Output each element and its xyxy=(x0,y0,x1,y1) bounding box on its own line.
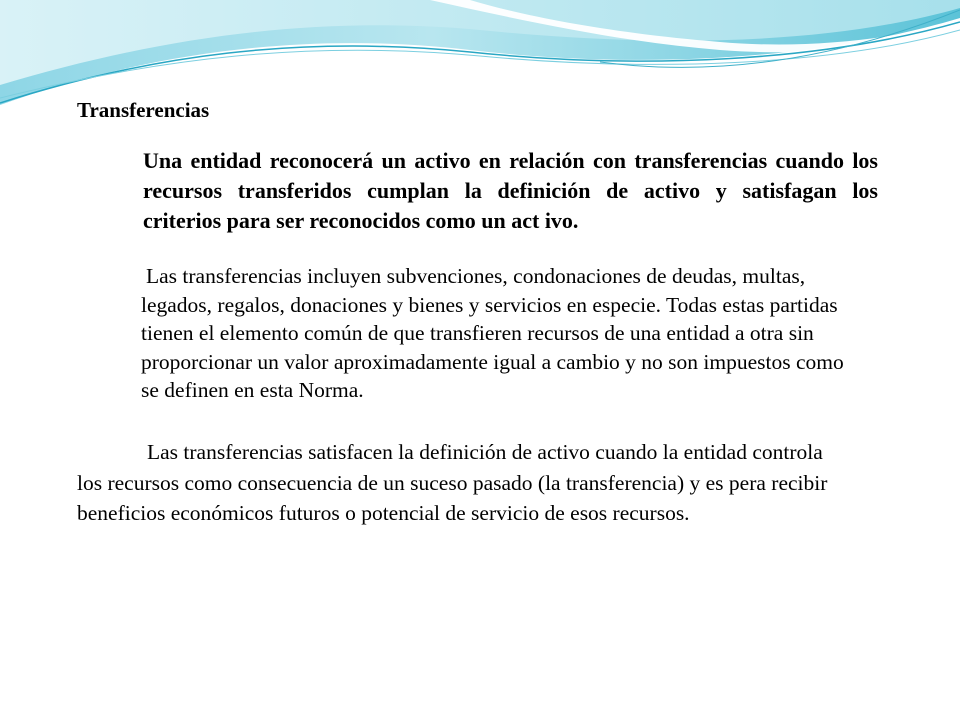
text-line: se definen en esta Norma. xyxy=(141,378,364,402)
paragraph-recognition xyxy=(143,146,878,236)
paragraph-transfer-types xyxy=(141,262,879,405)
text-line: criterios para ser reconocidos como un act ivo. xyxy=(143,208,579,233)
text-line: proporcionar un valor aproximadamente igual a cambio y no son impuestos como xyxy=(141,349,844,374)
text-line: Las transferencias satisfacen la definición de activo cuando la entidad controla xyxy=(147,440,823,464)
text-line: beneficios económicos futuros o potencial de servicio de esos recursos. xyxy=(77,501,690,525)
text-line: recursos transferidos cumplan la definición de activo y satisfagan los xyxy=(143,178,878,203)
text-line: tienen el elemento común de que transfieren recursos de una entidad a otra sin xyxy=(141,321,814,345)
slide-title: Transferencias xyxy=(77,98,210,122)
text-line: los recursos como consecuencia de un suceso pasado (la transferencia) y es pera recibir xyxy=(77,470,828,495)
text-line: legados, regalos, donaciones y bienes y servicios en especie. Todas estas partidas xyxy=(141,292,838,317)
paragraph-asset-definition xyxy=(77,437,887,529)
text-line: Las transferencias incluyen subvenciones, condonaciones de deudas, multas, xyxy=(146,264,806,288)
text-line: Una entidad reconocerá un activo en relación con transferencias cuando los xyxy=(143,148,878,173)
